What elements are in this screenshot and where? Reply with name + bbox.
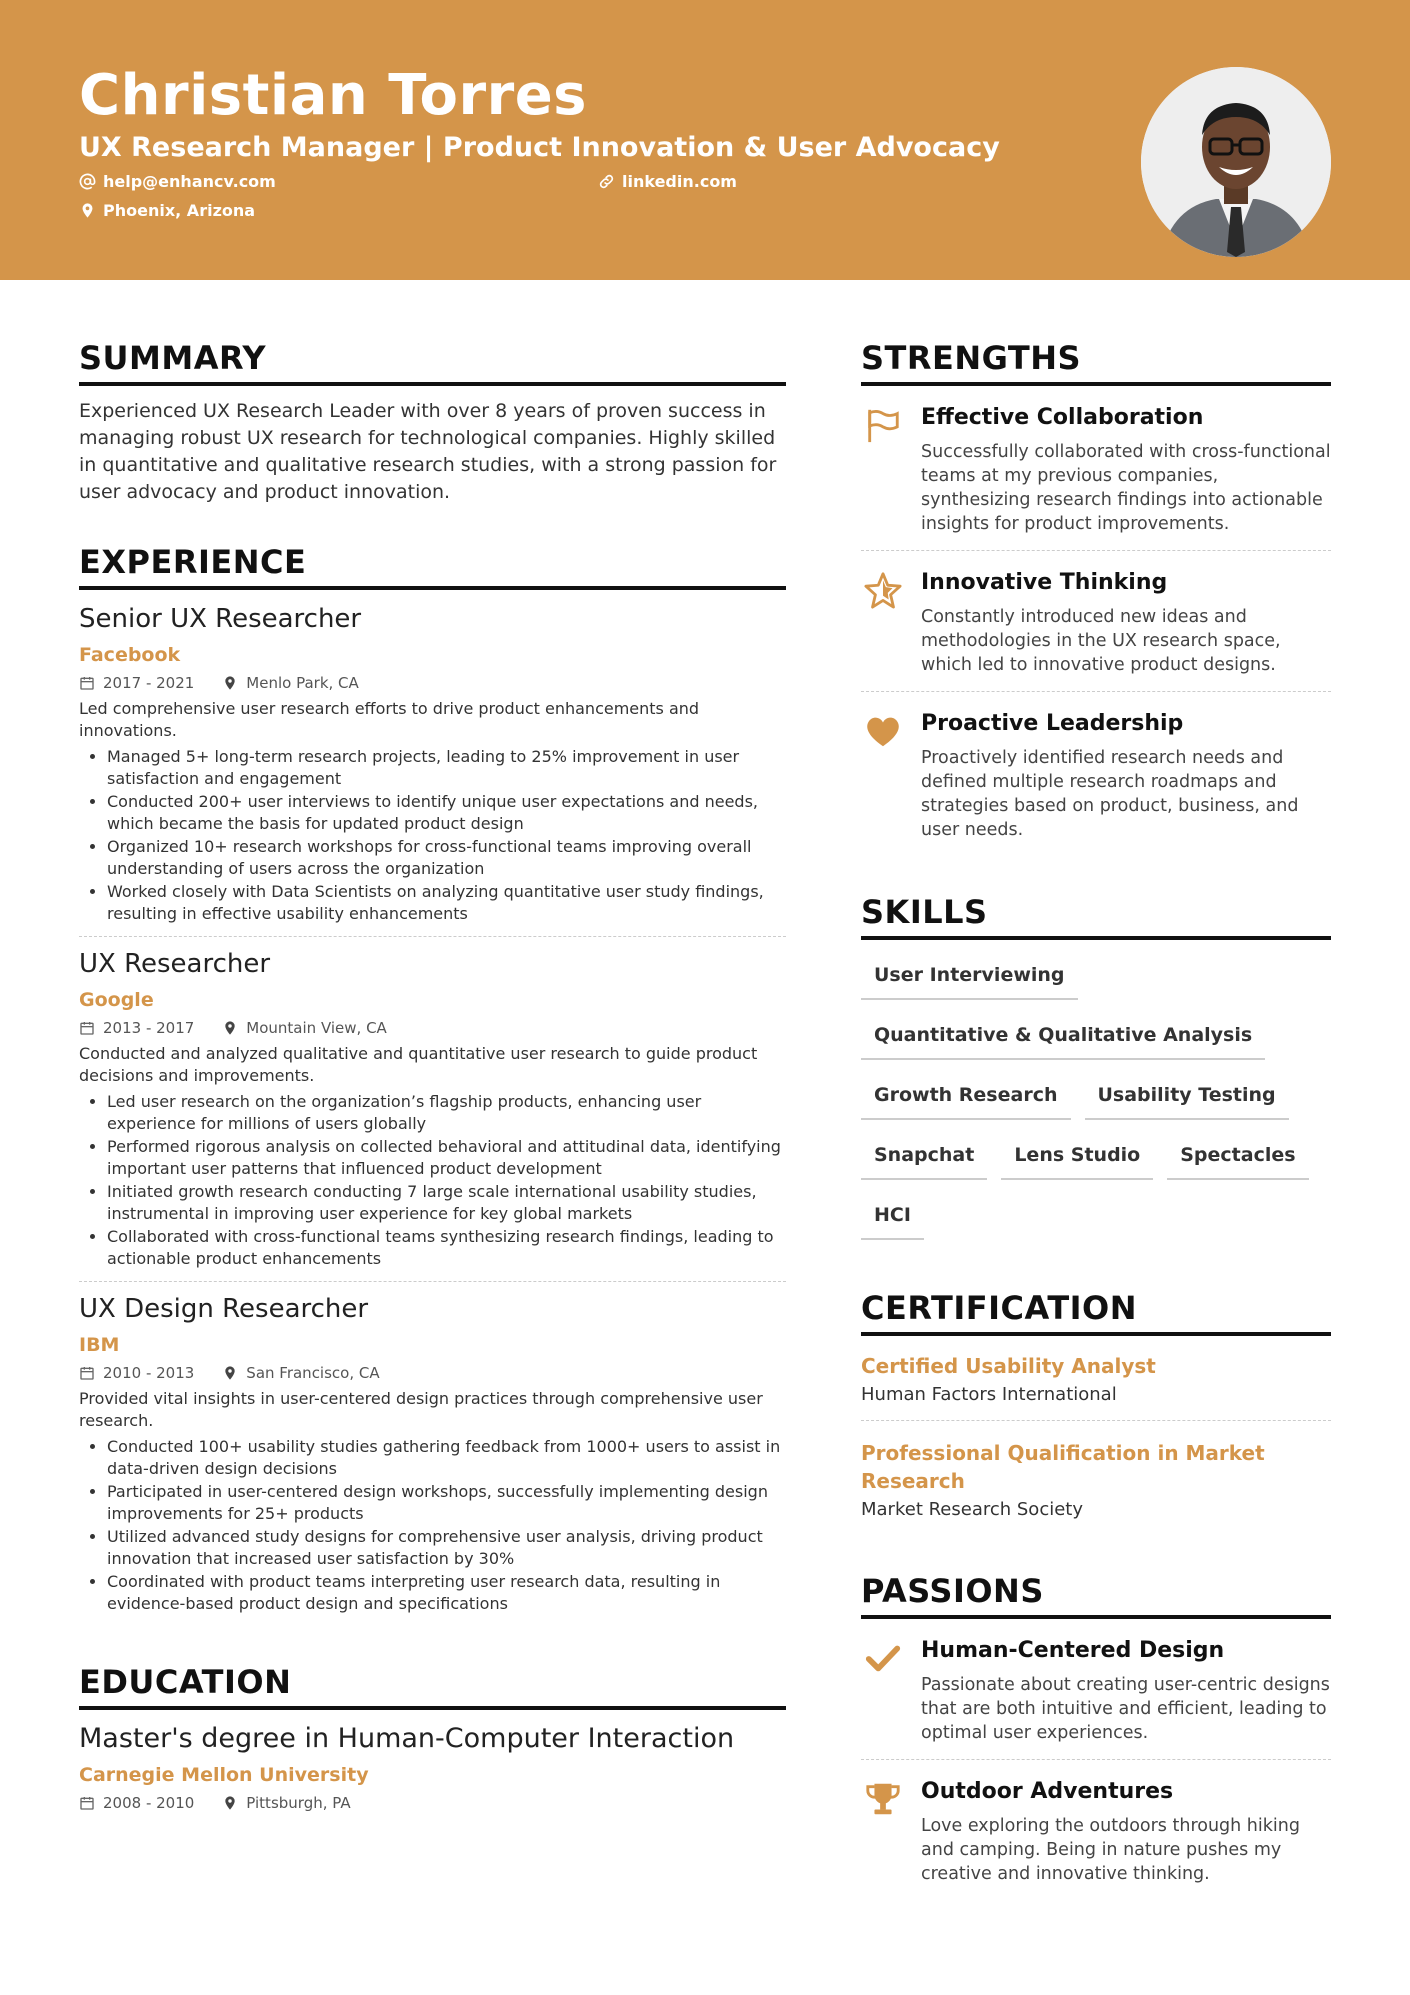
summary-section: [79, 338, 786, 506]
certification-section: [861, 1288, 1331, 1535]
location-pin-icon: [79, 202, 96, 219]
location-text: Phoenix, Arizona: [103, 201, 256, 220]
link-icon: [598, 173, 615, 190]
header-banner: [0, 0, 1410, 280]
job-description: Conducted and analyzed qualitative and quantitative user research to guide product decisions and improvements.: [79, 1044, 758, 1085]
certification-item: [861, 1435, 1331, 1535]
strengths-section: [861, 338, 1331, 856]
job-entry: [79, 947, 786, 1282]
certification-item: [861, 1348, 1331, 1421]
strength-title: Effective Collaboration: [921, 405, 1204, 430]
skill-tag: Quantitative & Qualitative Analysis: [861, 1012, 1265, 1060]
job-meta: [79, 674, 786, 692]
job-bullet: • Initiated growth research conducting 7 large scale international usability studies, instrumental in improving user experience for key global markets: [107, 1181, 786, 1225]
linkedin-text[interactable]: linkedin.com: [622, 172, 737, 191]
company-name: Google: [79, 989, 154, 1011]
education-meta: [79, 1794, 786, 1812]
job-meta: [79, 1019, 786, 1037]
passion-description: Passionate about creating user-centric designs that are both intuitive and efficient, leading to optimal user experiences.: [921, 1675, 1330, 1743]
location-pin-icon: [222, 675, 238, 691]
trophy-icon: [861, 1778, 905, 1886]
location-pin-icon: [222, 1020, 238, 1036]
education-location: Pittsburgh, PA: [222, 1794, 350, 1812]
job-title: Senior UX Researcher: [79, 604, 362, 634]
job-bullet: • Conducted 200+ user interviews to identify unique user expectations and needs, which became the basis for updated product design: [107, 791, 786, 835]
job-bullets: [79, 1436, 786, 1615]
strengths-list: [861, 398, 1331, 856]
passion-title: Outdoor Adventures: [921, 1779, 1174, 1804]
certification-title: Professional Qualification in Market Research: [861, 1441, 1265, 1493]
email-text[interactable]: help@enhancv.com: [103, 172, 276, 191]
profile-photo: [1141, 67, 1331, 257]
skill-tag: Lens Studio: [1001, 1132, 1153, 1180]
job-title: UX Design Researcher: [79, 1294, 369, 1324]
job-location: Mountain View, CA: [222, 1019, 387, 1037]
at-icon: [79, 173, 96, 190]
job-bullet: • Participated in user-centered design workshops, successfully implementing design improvements for 25+ products: [107, 1481, 786, 1525]
job-bullets: [79, 1091, 786, 1270]
job-bullet: • Coordinated with product teams interpreting user research data, resulting in evidence-based product design and specifications: [107, 1571, 786, 1615]
strength-item: [861, 398, 1331, 551]
job-bullet: • Performed rigorous analysis on collected behavioral and attitudinal data, identifying important user patterns that influenced product development: [107, 1136, 786, 1180]
summary-heading: SUMMARY: [79, 338, 786, 386]
job-title: UX Researcher: [79, 949, 271, 979]
location-pin-icon: [222, 1365, 238, 1381]
certification-org: Human Factors International: [861, 1384, 1117, 1405]
experience-section: [79, 542, 786, 1626]
passion-description: Love exploring the outdoors through hiking and camping. Being in nature pushes my creative and innovative thinking.: [921, 1816, 1300, 1884]
linkedin-contact[interactable]: [598, 172, 737, 191]
star-icon: [861, 569, 905, 677]
passion-title: Human-Centered Design: [921, 1638, 1225, 1663]
summary-text: Experienced UX Research Leader with over 8 years of proven success in managing robust UX research for technological companies. Highly skilled in quantitative and qualitative research studies, with a strong passion for user advocacy and product innovation.: [79, 400, 777, 503]
calendar-icon: [79, 1020, 95, 1036]
job-bullet: • Utilized advanced study designs for comprehensive user analysis, driving product innovation that increased user satisfaction by 30%: [107, 1526, 786, 1570]
job-description: Led comprehensive user research efforts to drive product enhancements and innovations.: [79, 699, 700, 740]
company-name: IBM: [79, 1334, 120, 1356]
job-dates: 2013 - 2017: [79, 1019, 194, 1037]
job-bullets: [79, 746, 786, 925]
passion-item: [861, 1772, 1331, 1900]
job-list: [79, 602, 786, 1626]
strengths-heading: STRENGTHS: [861, 338, 1331, 386]
location-pin-icon: [222, 1795, 238, 1811]
degree-title: Master's degree in Human-Computer Interaction: [79, 1723, 735, 1754]
job-description: Provided vital insights in user-centered design practices through comprehensive user research.: [79, 1389, 763, 1430]
job-bullet: • Worked closely with Data Scientists on analyzing quantitative user study findings, resulting in effective usability enhancements: [107, 881, 786, 925]
skill-tag: Usability Testing: [1085, 1072, 1289, 1120]
passions-heading: PASSIONS: [861, 1571, 1331, 1619]
strength-item: [861, 704, 1331, 856]
education-section: [79, 1662, 786, 1812]
skill-tag: Snapchat: [861, 1132, 987, 1180]
calendar-icon: [79, 1795, 95, 1811]
strength-title: Innovative Thinking: [921, 570, 1168, 595]
strength-description: Successfully collaborated with cross-functional teams at my previous companies, synthesizing research findings into actionable insights for product improvements.: [921, 442, 1331, 534]
passions-list: [861, 1631, 1331, 1900]
school-name: Carnegie Mellon University: [79, 1764, 369, 1786]
calendar-icon: [79, 675, 95, 691]
checkmark-icon: [861, 1637, 905, 1745]
job-entry: [79, 1292, 786, 1626]
job-location: Menlo Park, CA: [222, 674, 358, 692]
skill-tag: HCI: [861, 1192, 924, 1240]
passions-section: [861, 1571, 1331, 1900]
flag-icon: [861, 404, 905, 536]
certification-org: Market Research Society: [861, 1499, 1084, 1520]
job-bullet: • Collaborated with cross-functional teams synthesizing research findings, leading to actionable product enhancements: [107, 1226, 786, 1270]
candidate-name: Christian Torres: [79, 63, 588, 128]
strength-title: Proactive Leadership: [921, 711, 1184, 736]
skill-tag: Growth Research: [861, 1072, 1071, 1120]
company-name: Facebook: [79, 644, 181, 666]
skills-section: [861, 892, 1331, 1252]
job-bullet: • Conducted 100+ usability studies gathering feedback from 1000+ users to assist in data-driven design decisions: [107, 1436, 786, 1480]
headline: UX Research Manager | Product Innovation & User Advocacy: [79, 132, 1000, 163]
job-dates: 2017 - 2021: [79, 674, 194, 692]
calendar-icon: [79, 1365, 95, 1381]
strength-item: [861, 563, 1331, 692]
job-bullet: • Led user research on the organization’s flagship products, enhancing user experience for millions of users globally: [107, 1091, 786, 1135]
passion-item: [861, 1631, 1331, 1760]
skills-heading: SKILLS: [861, 892, 1331, 940]
location-contact: [79, 201, 255, 220]
certification-title: Certified Usability Analyst: [861, 1354, 1156, 1378]
left-column: [79, 338, 786, 1848]
experience-heading: EXPERIENCE: [79, 542, 786, 590]
education-heading: EDUCATION: [79, 1662, 786, 1710]
email-contact[interactable]: [79, 172, 276, 191]
job-entry: [79, 602, 786, 937]
strength-description: Proactively identified research needs and defined multiple research roadmaps and strategies based on product, business, and user needs.: [921, 748, 1299, 840]
strength-description: Constantly introduced new ideas and methodologies in the UX research space, which led to innovative product designs.: [921, 607, 1281, 675]
heart-icon: [861, 710, 905, 842]
skill-tag: User Interviewing: [861, 952, 1078, 1000]
skills-list: [861, 952, 1331, 1252]
education-dates: 2008 - 2010: [79, 1794, 194, 1812]
right-column: [861, 338, 1331, 1936]
job-bullet: • Managed 5+ long-term research projects, leading to 25% improvement in user satisfaction and engagement: [107, 746, 786, 790]
job-location: San Francisco, CA: [222, 1364, 379, 1382]
certification-heading: CERTIFICATION: [861, 1288, 1331, 1336]
job-meta: [79, 1364, 786, 1382]
job-bullet: • Organized 10+ research workshops for cross-functional teams improving overall understanding of users across the organization: [107, 836, 786, 880]
certification-list: [861, 1348, 1331, 1535]
job-dates: 2010 - 2013: [79, 1364, 194, 1382]
skill-tag: Spectacles: [1167, 1132, 1308, 1180]
